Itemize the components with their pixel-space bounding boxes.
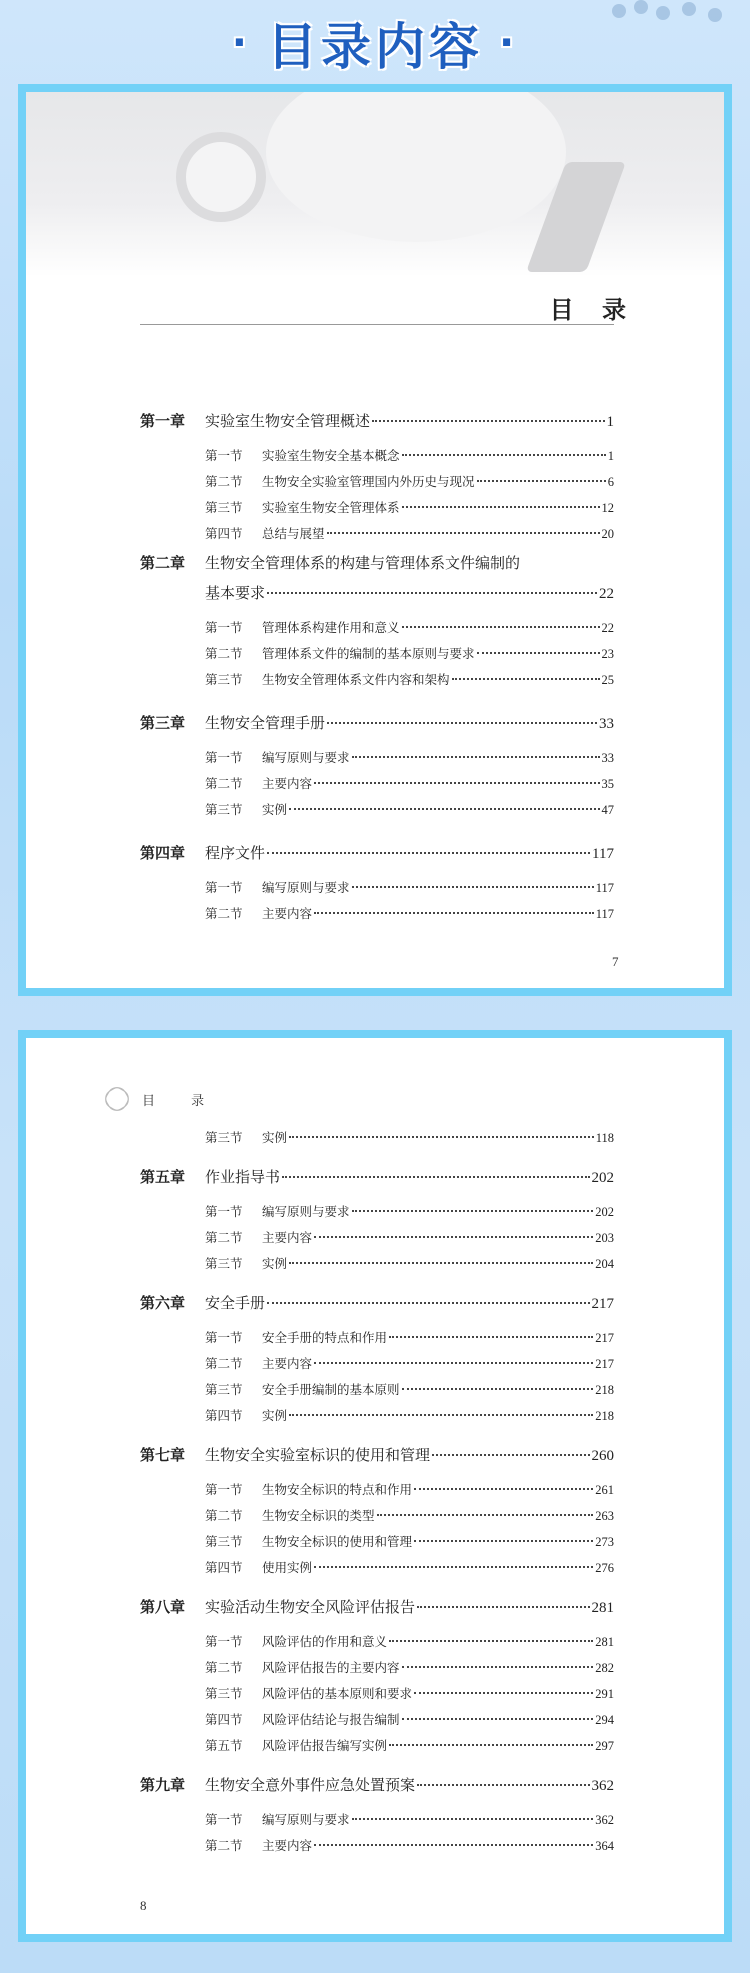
section-label xyxy=(205,904,312,922)
section-number: 第三节 xyxy=(205,1686,243,1701)
section-number: 第一节 xyxy=(205,1482,243,1497)
dot-leader xyxy=(267,852,590,854)
dot-leader xyxy=(314,782,599,784)
dot-leader xyxy=(267,1302,589,1304)
section-number: 第二节 xyxy=(205,1356,243,1371)
dot-leader xyxy=(402,506,600,508)
section-label xyxy=(205,472,475,490)
section-number: 第二节 xyxy=(205,1508,243,1523)
section-entry xyxy=(205,524,614,542)
page-ref: 217 xyxy=(595,1357,614,1371)
page-ref: 23 xyxy=(601,647,614,661)
section-label xyxy=(205,1228,312,1246)
section-entry xyxy=(205,1228,614,1246)
section-entry xyxy=(205,1202,614,1220)
section-entry xyxy=(205,1710,614,1728)
page-ref: 281 xyxy=(595,1635,614,1649)
section-title: 编写原则与要求 xyxy=(262,1204,350,1219)
page-ref: 281 xyxy=(591,1600,614,1616)
section-number: 第二节 xyxy=(205,906,243,921)
section-entry xyxy=(205,1632,614,1650)
section-label xyxy=(205,644,475,662)
section-title: 实例 xyxy=(262,1256,288,1271)
dot-leader xyxy=(452,678,600,680)
dot-leader xyxy=(289,1136,594,1138)
banner-dot-right: · xyxy=(499,20,519,66)
chapter-number: 第五章 xyxy=(140,1168,186,1186)
section-title: 风险评估报告编写实例 xyxy=(262,1738,388,1753)
section-title: 风险评估报告的主要内容 xyxy=(262,1660,400,1675)
page-ref: 218 xyxy=(595,1383,614,1397)
chapter-label xyxy=(140,1774,415,1795)
chapter-title: 生物安全意外事件应急处置预案 xyxy=(205,1776,416,1794)
section-number: 第一节 xyxy=(205,1330,243,1345)
dot-leader xyxy=(314,1236,593,1238)
chapter-entry xyxy=(140,1166,614,1187)
section-entry xyxy=(205,1736,614,1754)
section-entry xyxy=(205,1658,614,1676)
section-title: 安全手册编制的基本原则 xyxy=(262,1382,400,1397)
page-ref: 47 xyxy=(601,803,614,817)
section-number: 第一节 xyxy=(205,448,243,463)
dot-leader xyxy=(282,1176,589,1178)
section-number: 第二节 xyxy=(205,776,243,791)
page-ref: 218 xyxy=(595,1409,614,1423)
section-title: 实例 xyxy=(262,1130,288,1145)
dot-leader xyxy=(389,1640,593,1642)
section-title: 主要内容 xyxy=(262,776,313,791)
section-entry xyxy=(205,498,614,516)
chapter-label xyxy=(140,1166,280,1187)
section-title: 风险评估的基本原则和要求 xyxy=(262,1686,413,1701)
chapter-entry xyxy=(140,1444,614,1465)
page-ref: 217 xyxy=(595,1331,614,1345)
page-ref: 260 xyxy=(591,1448,614,1464)
page-ref: 291 xyxy=(595,1687,614,1701)
page-ref: 362 xyxy=(595,1813,614,1827)
section-label xyxy=(205,1532,412,1550)
section-title: 管理体系文件的编制的基本原则与要求 xyxy=(262,646,475,661)
chapter-label xyxy=(140,842,265,863)
toc-page-1 xyxy=(18,84,732,996)
section-title: 主要内容 xyxy=(262,906,313,921)
section-label xyxy=(205,1480,412,1498)
section-title: 实验室生物安全管理体系 xyxy=(262,500,400,515)
section-title: 管理体系构建作用和意义 xyxy=(262,620,400,635)
dot-leader xyxy=(402,1666,594,1668)
dot-leader xyxy=(314,1362,593,1364)
page-ref: 12 xyxy=(601,501,614,515)
section-number: 第二节 xyxy=(205,1230,243,1245)
section-title: 使用实例 xyxy=(262,1560,313,1575)
page-ref: 1 xyxy=(606,414,614,430)
section-label xyxy=(205,1506,375,1524)
dot-leader xyxy=(402,1388,594,1390)
section-number: 第一节 xyxy=(205,880,243,895)
chapter-title: 安全手册 xyxy=(205,1294,266,1312)
section-entry xyxy=(205,618,614,636)
section-label xyxy=(205,1380,400,1398)
chapter-number: 第一章 xyxy=(140,412,186,430)
section-label xyxy=(205,1558,312,1576)
dot-leader xyxy=(314,912,594,914)
chapter-label xyxy=(140,712,325,733)
heading-rule xyxy=(140,324,614,325)
dot-leader xyxy=(289,808,599,810)
section-entry xyxy=(205,644,614,662)
page-ref: 297 xyxy=(595,1739,614,1753)
dot-leader xyxy=(314,1566,593,1568)
section-label xyxy=(205,774,312,792)
flask-shape xyxy=(176,132,266,222)
section-number: 第四节 xyxy=(205,1560,243,1575)
chapter-entry xyxy=(140,712,614,733)
chapter-number: 第六章 xyxy=(140,1294,186,1312)
section-title: 编写原则与要求 xyxy=(262,880,350,895)
section-number: 第四节 xyxy=(205,1712,243,1727)
page-ref: 20 xyxy=(601,527,614,541)
page-ref: 22 xyxy=(599,586,614,602)
section-entry xyxy=(205,878,614,896)
section-number: 第一节 xyxy=(205,1812,243,1827)
section-label xyxy=(205,670,450,688)
section-entry xyxy=(205,1328,614,1346)
section-number: 第三节 xyxy=(205,1382,243,1397)
section-number: 第一节 xyxy=(205,1204,243,1219)
section-label xyxy=(205,618,400,636)
banner-title xyxy=(0,8,750,78)
dot-leader xyxy=(477,480,606,482)
section-label xyxy=(205,1328,387,1346)
section-number: 第三节 xyxy=(205,1256,243,1271)
section-number: 第二节 xyxy=(205,474,243,489)
section-title: 风险评估的作用和意义 xyxy=(262,1634,388,1649)
section-entry xyxy=(205,1836,614,1854)
section-title: 生物安全标识的类型 xyxy=(262,1508,375,1523)
section-number: 第三节 xyxy=(205,802,243,817)
dot-leader xyxy=(414,1540,593,1542)
section-number: 第四节 xyxy=(205,1408,243,1423)
section-title: 主要内容 xyxy=(262,1230,313,1245)
section-title: 编写原则与要求 xyxy=(262,1812,350,1827)
dot-leader xyxy=(327,722,597,724)
page-ref: 217 xyxy=(591,1296,614,1312)
section-title: 实例 xyxy=(262,1408,288,1423)
section-entry xyxy=(205,1810,614,1828)
dot-leader xyxy=(352,1818,594,1820)
page-ref: 282 xyxy=(595,1661,614,1675)
chapter-number: 第九章 xyxy=(140,1776,186,1794)
section-entry xyxy=(205,748,614,766)
chapter-title: 生物安全管理手册 xyxy=(205,714,326,732)
section-number: 第二节 xyxy=(205,1660,243,1675)
dot-leader xyxy=(414,1692,593,1694)
chapter-number: 第八章 xyxy=(140,1598,186,1616)
section-title: 总结与展望 xyxy=(262,526,325,541)
section-entry xyxy=(205,1406,614,1424)
section-number: 第四节 xyxy=(205,526,243,541)
page-number: 7 xyxy=(612,954,619,969)
section-label xyxy=(205,524,325,542)
chapter-number: 第二章 xyxy=(140,554,186,572)
page-number: 8 xyxy=(140,1898,147,1913)
section-entry xyxy=(205,774,614,792)
page-ref: 117 xyxy=(595,907,614,921)
dot-leader xyxy=(377,1514,594,1516)
section-label xyxy=(205,1128,287,1146)
page-ref: 118 xyxy=(595,1131,614,1145)
page-ref: 261 xyxy=(595,1483,614,1497)
page-ref: 33 xyxy=(601,751,614,765)
chapter-entry xyxy=(140,552,520,573)
section-number: 第二节 xyxy=(205,646,243,661)
chapter-label xyxy=(140,1292,265,1313)
lab-photo-header xyxy=(26,92,724,277)
page-ref: 263 xyxy=(595,1509,614,1523)
section-number: 第一节 xyxy=(205,1634,243,1649)
dot-leader xyxy=(267,592,597,594)
section-label xyxy=(205,748,350,766)
page-ref: 276 xyxy=(595,1561,614,1575)
section-label xyxy=(205,1836,312,1854)
section-title: 安全手册的特点和作用 xyxy=(262,1330,388,1345)
dot-leader xyxy=(352,886,594,888)
section-entry xyxy=(205,1354,614,1372)
page-ref: 35 xyxy=(601,777,614,791)
section-title: 实例 xyxy=(262,802,288,817)
chapter-title: 生物安全实验室标识的使用和管理 xyxy=(205,1446,431,1464)
dot-leader xyxy=(477,652,600,654)
toc-heading: 目 录 xyxy=(549,295,636,324)
section-number: 第一节 xyxy=(205,750,243,765)
section-entry xyxy=(205,1506,614,1524)
section-entry xyxy=(205,1380,614,1398)
page-ref: 202 xyxy=(591,1170,614,1186)
section-number: 第三节 xyxy=(205,1130,243,1145)
banner-dot-left: · xyxy=(231,20,251,66)
chapter-entry xyxy=(140,1596,614,1617)
section-label xyxy=(205,1202,350,1220)
section-number: 第二节 xyxy=(205,1838,243,1853)
dot-leader xyxy=(314,1844,593,1846)
dot-leader xyxy=(402,454,606,456)
chapter-title: 生物安全管理体系的构建与管理体系文件编制的 xyxy=(205,554,521,572)
section-label xyxy=(205,1632,387,1650)
dot-leader xyxy=(417,1606,589,1608)
page-ref: 22 xyxy=(601,621,614,635)
dot-leader xyxy=(289,1262,593,1264)
section-title: 风险评估结论与报告编制 xyxy=(262,1712,400,1727)
book-logo-icon xyxy=(102,1084,132,1114)
page-ref: 364 xyxy=(595,1839,614,1853)
section-title: 主要内容 xyxy=(262,1838,313,1853)
dot-leader xyxy=(402,1718,594,1720)
chapter-number: 第三章 xyxy=(140,714,186,732)
chapter-title-continued: 基本要求 xyxy=(205,584,266,602)
section-label xyxy=(205,1710,400,1728)
chapter-title: 实验室生物安全管理概述 xyxy=(205,412,371,430)
section-title: 实验室生物安全基本概念 xyxy=(262,448,400,463)
section-number: 第三节 xyxy=(205,1534,243,1549)
section-title: 主要内容 xyxy=(262,1356,313,1371)
section-number: 第一节 xyxy=(205,620,243,635)
section-title: 生物安全标识的使用和管理 xyxy=(262,1534,413,1549)
page-ref: 203 xyxy=(595,1231,614,1245)
section-entry xyxy=(205,904,614,922)
section-entry xyxy=(205,1480,614,1498)
page-ref: 1 xyxy=(607,449,614,463)
section-label xyxy=(205,1254,287,1272)
section-label xyxy=(205,1406,287,1424)
dot-leader xyxy=(352,1210,594,1212)
page-ref: 6 xyxy=(607,475,614,489)
section-label xyxy=(205,1658,400,1676)
chapter-title: 程序文件 xyxy=(205,844,266,862)
running-header xyxy=(102,1084,220,1114)
chapter-label xyxy=(140,1596,415,1617)
section-label xyxy=(205,1354,312,1372)
page-ref: 117 xyxy=(592,846,614,862)
chapter-entry xyxy=(140,1774,614,1795)
section-entry xyxy=(205,670,614,688)
page-ref: 204 xyxy=(595,1257,614,1271)
section-title: 生物安全管理体系文件内容和架构 xyxy=(262,672,450,687)
toc-page-2 xyxy=(18,1030,732,1942)
section-label xyxy=(205,498,400,516)
chapter-label xyxy=(140,1444,430,1465)
chapter-entry-continued xyxy=(205,582,614,603)
section-entry xyxy=(205,800,614,818)
running-head-label: 目 录 xyxy=(142,1093,221,1109)
chapter-entry xyxy=(140,410,614,431)
page-ref: 25 xyxy=(601,673,614,687)
dot-leader xyxy=(414,1488,593,1490)
section-entry xyxy=(205,1532,614,1550)
section-title: 编写原则与要求 xyxy=(262,750,350,765)
section-label xyxy=(205,1736,387,1754)
chapter-entry xyxy=(140,842,614,863)
section-entry xyxy=(205,1558,614,1576)
section-label xyxy=(205,800,287,818)
dot-leader xyxy=(389,1744,593,1746)
section-title: 生物安全实验室管理国内外历史与现况 xyxy=(262,474,475,489)
section-title: 生物安全标识的特点和作用 xyxy=(262,1482,413,1497)
section-number: 第三节 xyxy=(205,500,243,515)
chapter-label xyxy=(140,410,370,431)
dot-leader xyxy=(372,420,604,422)
section-entry xyxy=(205,446,614,464)
dot-leader xyxy=(417,1784,589,1786)
section-entry xyxy=(205,472,614,490)
section-number: 第三节 xyxy=(205,672,243,687)
page-ref: 202 xyxy=(595,1205,614,1219)
section-entry xyxy=(205,1684,614,1702)
glove-shape xyxy=(266,92,566,242)
dot-leader xyxy=(389,1336,593,1338)
dot-leader xyxy=(352,756,600,758)
chapter-number: 第四章 xyxy=(140,844,186,862)
chapter-entry xyxy=(140,1292,614,1313)
page-ref: 273 xyxy=(595,1535,614,1549)
dot-leader xyxy=(402,626,600,628)
page-ref: 294 xyxy=(595,1713,614,1727)
dot-leader xyxy=(327,532,600,534)
section-label xyxy=(205,1810,350,1828)
chapter-title: 实验活动生物安全风险评估报告 xyxy=(205,1598,416,1616)
section-number: 第五节 xyxy=(205,1738,243,1753)
section-entry xyxy=(205,1254,614,1272)
chapter-title: 作业指导书 xyxy=(205,1168,281,1186)
dot-leader xyxy=(432,1454,589,1456)
section-label xyxy=(205,446,400,464)
section-entry xyxy=(205,1128,614,1146)
section-label xyxy=(205,1684,412,1702)
page-ref: 33 xyxy=(599,716,614,732)
page-ref: 117 xyxy=(595,881,614,895)
chapter-number: 第七章 xyxy=(140,1446,186,1464)
dot-leader xyxy=(289,1414,593,1416)
section-label xyxy=(205,878,350,896)
banner-title-text: 目录内容 xyxy=(267,18,483,76)
page-ref: 362 xyxy=(591,1778,614,1794)
